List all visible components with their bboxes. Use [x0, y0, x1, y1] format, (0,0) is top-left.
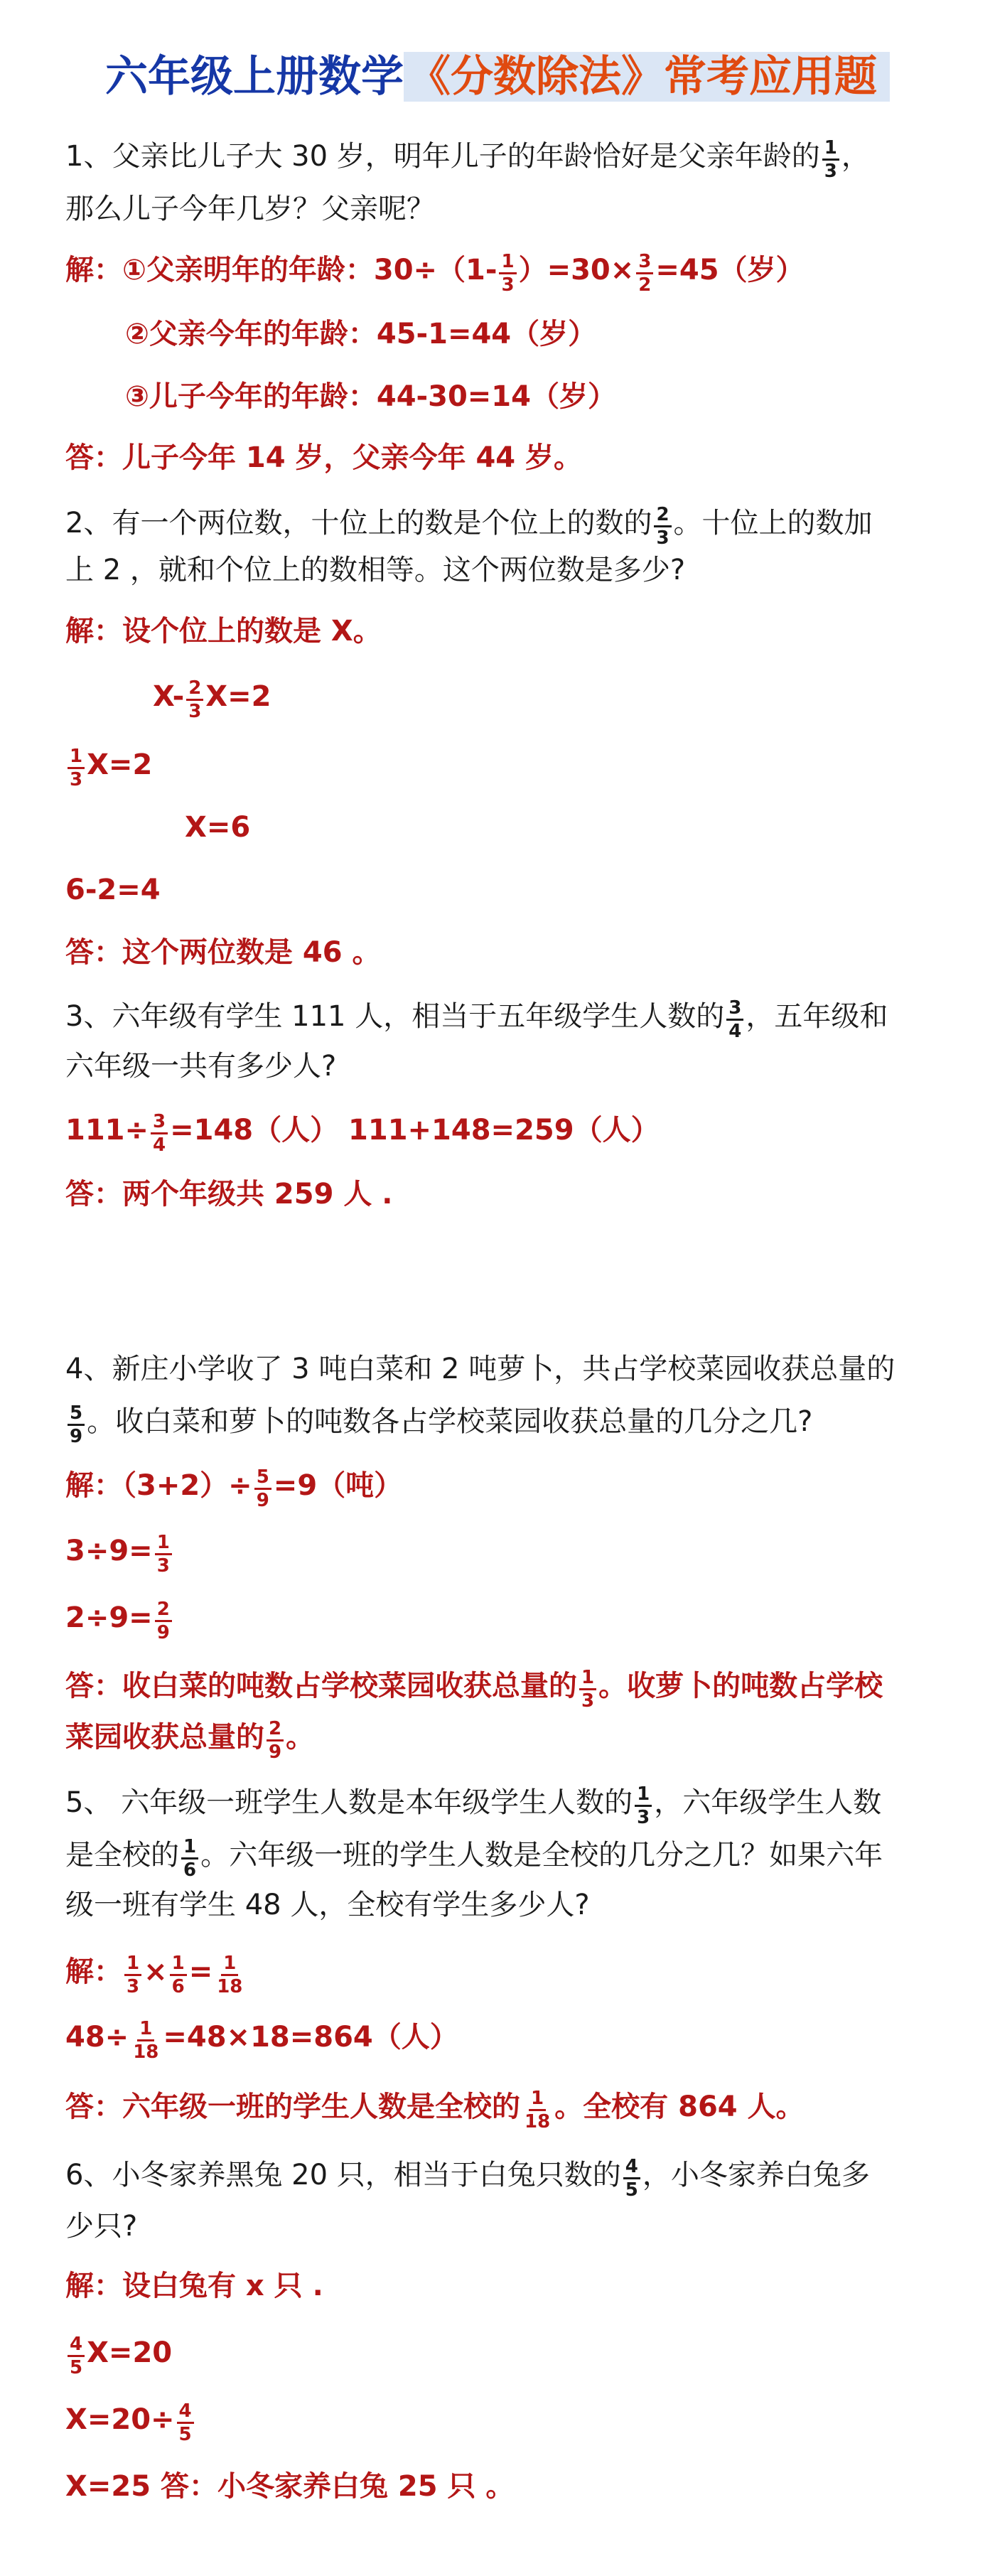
q1-answer: 答：儿子今年 14 岁，父亲今年 44 岁。: [65, 441, 583, 474]
fraction: [131, 2019, 161, 2061]
title-highlight: 《分数除法》常考应用题: [404, 52, 890, 102]
text-segment: ，小冬家养白兔多: [642, 2159, 870, 2191]
fraction: [68, 1404, 85, 1446]
q6-step1: 解：设白兔有 x 只 .: [65, 2270, 323, 2302]
fraction: [522, 2089, 552, 2131]
fraction-numerator: 2: [186, 679, 203, 701]
text-segment: ，六年级学生人数: [654, 1786, 882, 1819]
text-segment: 。: [286, 1721, 315, 1754]
fraction: [623, 2157, 640, 2199]
q2-answer: 答：这个两位数是 46 。: [65, 936, 381, 969]
q5-line2: [65, 1834, 883, 1881]
fraction-denominator: 3: [824, 160, 837, 182]
text-segment: 答：六年级一班的学生人数是全校的: [65, 2091, 520, 2123]
q3-line2: 六年级一共有多少人?: [65, 1050, 337, 1083]
fraction-numerator: 2: [155, 1600, 172, 1622]
fraction: [635, 1785, 652, 1827]
text-segment: 答：收白菜的吨数占学校菜园收获总量的: [65, 1670, 577, 1702]
page-title: [94, 41, 901, 112]
fraction: [726, 999, 743, 1041]
text-segment: 是全校的: [65, 1839, 179, 1872]
text-segment: 解：: [65, 1955, 122, 1988]
fraction-numerator: 1: [635, 1785, 652, 1807]
text-segment: 2÷9=: [65, 1601, 153, 1634]
fraction-numerator: 1: [155, 1533, 172, 1555]
fraction-numerator: 3: [726, 999, 743, 1021]
q5-line1: [65, 1781, 882, 1828]
q2-line2: 上 2 ，就和个位上的数相等。这个两位数是多少?: [65, 554, 686, 586]
text-segment: ）=30×: [518, 254, 635, 286]
fraction: [181, 1837, 198, 1879]
fraction-denominator: 6: [171, 1975, 185, 1997]
text-segment: X=2: [87, 748, 153, 781]
fraction-denominator: 9: [156, 1621, 170, 1643]
fraction-numerator: 1: [499, 252, 516, 274]
fraction-denominator: 4: [153, 1134, 166, 1156]
fraction-numerator: 1: [221, 1954, 238, 1976]
title-main: 六年级上册数学: [105, 52, 404, 102]
q1-step2: ②父亲今年的年龄：45-1=44（岁）: [125, 318, 597, 350]
fraction-denominator: 3: [581, 1690, 595, 1712]
fraction: [215, 1954, 244, 1996]
text-segment: =48×18=864（人）: [163, 2021, 458, 2054]
q1-text-end: ，: [841, 140, 870, 173]
q6-line1: [65, 2154, 870, 2201]
fraction: [68, 2335, 85, 2377]
text-segment: 6、小冬家养黑兔 20 只，相当于白兔只数的: [65, 2159, 621, 2191]
q2-step2: [153, 675, 271, 722]
fraction: [186, 679, 203, 721]
text-segment: 。收白菜和萝卜的吨数各占学校菜园收获总量的几分之几?: [87, 1405, 813, 1438]
q6-step4-answer: X=25 答：小冬家养白兔 25 只 。: [65, 2470, 515, 2503]
fraction-denominator: 18: [525, 2110, 551, 2132]
fraction-numerator: 4: [68, 2335, 85, 2357]
q1-step1: [65, 249, 805, 296]
fraction: [170, 1954, 187, 1996]
fraction-denominator: 18: [217, 1975, 243, 1997]
fraction-numerator: 1: [822, 139, 839, 161]
fraction: [151, 1112, 168, 1154]
fraction-numerator: 5: [68, 1404, 85, 1426]
q6-step3: [65, 2398, 196, 2445]
text-segment: =9（吨）: [273, 1469, 403, 1502]
fraction: [155, 1533, 172, 1575]
fraction-numerator: 5: [254, 1468, 271, 1490]
fraction: [177, 2402, 194, 2444]
fraction-numerator: 4: [623, 2157, 640, 2179]
q4-answer-line2: [65, 1716, 315, 1763]
text-segment: =: [188, 1955, 213, 1988]
q1-step3: ③儿子今年的年龄：44-30=14（岁）: [125, 380, 616, 413]
q3-answer: 答：两个年级共 259 人 .: [65, 1178, 393, 1211]
fraction-denominator: 18: [133, 2041, 159, 2063]
q4-step3: [65, 1596, 174, 1641]
q4-line1: 4、新庄小学收了 3 吨白菜和 2 吨萝卜，共占学校菜园收获总量的: [65, 1353, 896, 1385]
fraction-denominator: 5: [625, 2179, 638, 2201]
fraction-denominator: 3: [637, 1806, 650, 1828]
text-segment: 2、有一个两位数，十位上的数是个位上的数的: [65, 507, 652, 540]
fraction: [155, 1600, 172, 1642]
q3-line1: [65, 995, 888, 1042]
fraction: [267, 1719, 284, 1761]
text-segment: 3、六年级有学生 111 人，相当于五年级学生人数的: [65, 1000, 725, 1033]
fraction: [579, 1668, 596, 1710]
fraction-numerator: 1: [137, 2019, 154, 2041]
text-segment: 5、 六年级一班学生人数是本年级学生人数的: [65, 1786, 633, 1819]
text-segment: 。收萝卜的吨数占学校: [598, 1670, 883, 1702]
fraction-denominator: 3: [656, 527, 669, 549]
fraction: [68, 747, 85, 789]
fraction-denominator: 9: [70, 1425, 83, 1447]
text-segment: X=2: [205, 680, 271, 713]
q2-step5: 6-2=4: [65, 874, 161, 906]
q5-answer: [65, 2086, 805, 2130]
text-segment: 菜园收获总量的: [65, 1721, 264, 1754]
fraction-denominator: 5: [70, 2356, 83, 2378]
fraction-denominator: 2: [638, 274, 652, 296]
q5-step2: [65, 2016, 458, 2063]
text-segment: X-: [153, 680, 185, 713]
text-segment: 48÷: [65, 2021, 129, 2054]
text-segment: 。六年级一班的学生人数是全校的几分之几？如果六年: [200, 1839, 883, 1872]
q6-line2: 少只?: [65, 2210, 138, 2243]
q4-step1: [65, 1464, 403, 1511]
q5-step1: [65, 1950, 247, 1995]
fraction-numerator: 2: [267, 1719, 284, 1742]
text-segment: 。全校有 864 人。: [554, 2091, 805, 2123]
text-segment: 3÷9=: [65, 1535, 153, 1567]
fraction: [254, 1468, 271, 1510]
fraction: [822, 136, 839, 182]
fraction-denominator: 3: [127, 1975, 140, 1997]
fraction: [124, 1954, 141, 1996]
fraction-numerator: 3: [151, 1112, 168, 1134]
fraction-denominator: 9: [256, 1489, 269, 1511]
fraction-denominator: 3: [156, 1555, 170, 1577]
fraction-denominator: 5: [178, 2423, 192, 2445]
fraction-numerator: 2: [654, 505, 671, 527]
fraction-numerator: 1: [68, 747, 85, 769]
q1-text: 1、父亲比儿子大 30 岁，明年儿子的年龄恰好是父亲年龄的: [65, 140, 820, 173]
text-segment: 解：①父亲明年的年龄：30÷（1-: [65, 254, 498, 286]
q1-line2: 那么儿子今年几岁？父亲呢？: [65, 193, 435, 225]
q5-line3: 级一班有学生 48 人，全校有学生多少人?: [65, 1889, 590, 1921]
text-segment: =148（人） 111+148=259（人）: [170, 1114, 660, 1147]
text-segment: X=20: [87, 2336, 173, 2369]
fraction-numerator: 1: [181, 1837, 198, 1859]
q1-line1: [65, 135, 870, 182]
q3-step1: [65, 1109, 660, 1156]
text-segment: 。十位上的数加: [673, 507, 873, 540]
fraction-denominator: 6: [183, 1859, 197, 1881]
text-segment: ×: [144, 1955, 168, 1988]
text-segment: X=20÷: [65, 2403, 175, 2436]
fraction: [636, 252, 653, 294]
title-wrap: [0, 41, 995, 112]
fraction-denominator: 4: [728, 1020, 742, 1042]
fraction-numerator: 1: [170, 1954, 187, 1976]
fraction-numerator: 1: [124, 1954, 141, 1976]
q4-step2: [65, 1530, 174, 1577]
fraction-denominator: 3: [188, 700, 202, 722]
q6-step2: [65, 2331, 172, 2376]
fraction-denominator: 3: [501, 274, 515, 296]
fraction-numerator: 1: [579, 1668, 596, 1690]
q4-answer-line1: [65, 1665, 883, 1712]
fraction-numerator: 4: [177, 2402, 194, 2424]
q2-step3: [65, 744, 152, 788]
text-segment: 111÷: [65, 1114, 149, 1147]
fraction: [654, 505, 671, 547]
q2-step4: X=6: [185, 811, 251, 844]
q4-line2: [65, 1400, 813, 1447]
fraction-denominator: 9: [269, 1741, 282, 1763]
fraction-numerator: 1: [529, 2089, 546, 2111]
fraction-numerator: 3: [636, 252, 653, 274]
text-segment: 解：（3+2）÷: [65, 1469, 252, 1502]
text-segment: =45（岁）: [655, 254, 805, 286]
q2-line1: [65, 502, 873, 549]
fraction: [499, 252, 516, 294]
text-segment: ，五年级和: [746, 1000, 888, 1033]
q2-step1: 解：设个位上的数是 X。: [65, 615, 382, 648]
fraction-denominator: 3: [70, 768, 83, 790]
